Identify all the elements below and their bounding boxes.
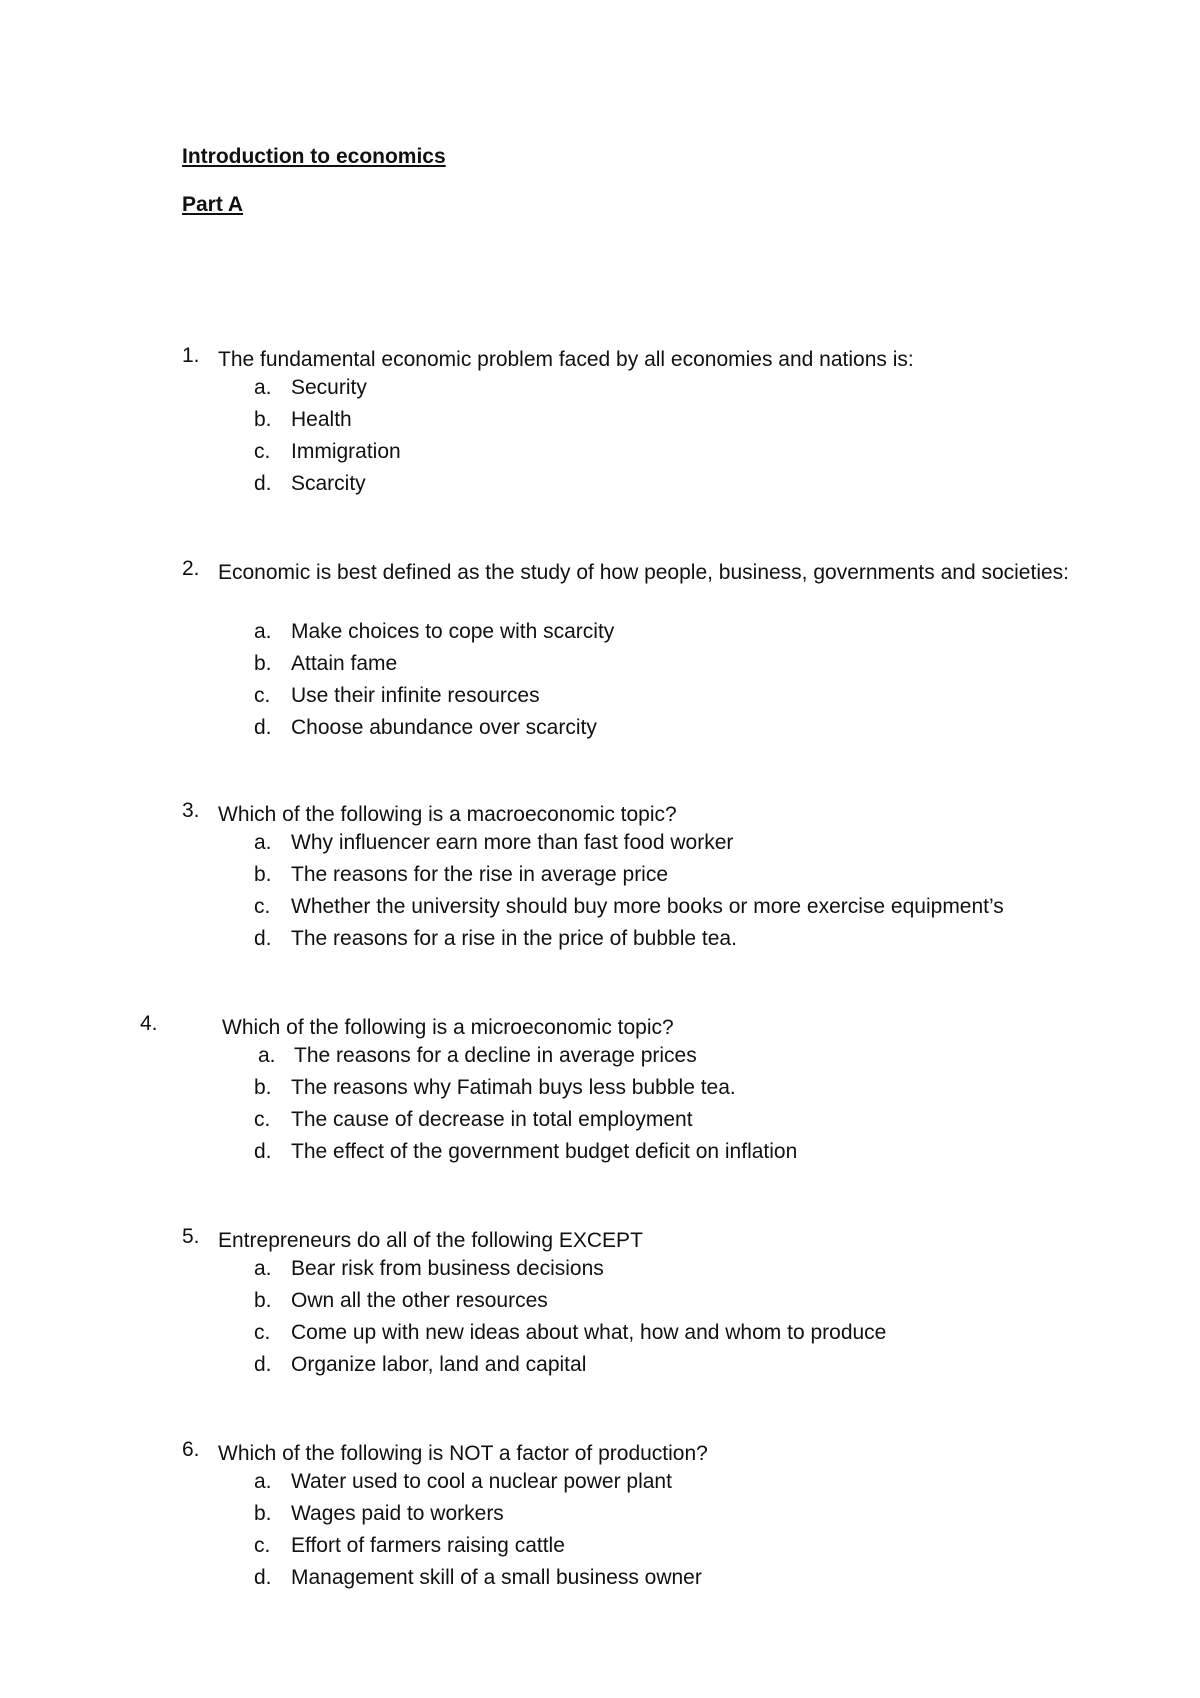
question-number: 6. [182,1438,200,1461]
option-text: Immigration [291,440,401,463]
option-d [0,1140,1200,1172]
option-c [0,1108,1200,1140]
option-text: Management skill of a small business owner [291,1566,702,1589]
option-d [0,716,1200,748]
option-letter: b. [254,863,272,886]
option-letter: d. [254,1566,272,1589]
option-list [0,620,1200,748]
option-letter: d. [254,927,272,950]
option-text: The cause of decrease in total employment [291,1108,693,1131]
question-4 [0,1012,1200,1172]
option-text: Come up with new ideas about what, how and whom to produce [291,1321,887,1344]
option-b [0,1502,1200,1534]
option-d [0,1353,1200,1385]
question-number: 3. [182,799,200,822]
option-text: Wages paid to workers [291,1502,504,1525]
question-text: Which of the following is NOT a factor of production? [218,1442,708,1465]
option-list [0,1257,1200,1385]
option-letter: d. [254,1353,272,1376]
question-text: Economic is best defined as the study of how people, business, governments and societies: [218,561,1069,584]
option-text: Choose abundance over scarcity [291,716,597,739]
option-list [0,1044,1200,1172]
question-number: 1. [182,344,200,367]
option-a [0,1044,1200,1076]
option-c [0,1321,1200,1353]
question-5 [0,1225,1200,1385]
option-d [0,1566,1200,1598]
option-d [0,472,1200,504]
question-number: 5. [182,1225,200,1248]
option-letter: c. [254,1534,271,1557]
option-list [0,1470,1200,1598]
option-text: The effect of the government budget deficit on inflation [291,1140,798,1163]
option-letter: b. [254,1076,272,1099]
option-text: Make choices to cope with scarcity [291,620,615,643]
option-text: Organize labor, land and capital [291,1353,587,1376]
question-3 [0,799,1200,959]
option-letter: c. [254,895,271,918]
question-text: The fundamental economic problem faced by all economies and nations is: [218,348,914,371]
question-text: Which of the following is a macroeconomic topic? [218,803,677,826]
option-text: The reasons for the rise in average price [291,863,669,886]
option-letter: a. [258,1044,276,1067]
option-text: Effort of farmers raising cattle [291,1534,565,1557]
option-letter: b. [254,1502,272,1525]
option-letter: b. [254,408,272,431]
option-letter: d. [254,472,272,495]
option-letter: a. [254,831,272,854]
option-text: Own all the other resources [291,1289,548,1312]
question-number: 2. [182,557,200,580]
option-a [0,376,1200,408]
option-text: Water used to cool a nuclear power plant [291,1470,672,1493]
question-text: Which of the following is a microeconomic topic? [222,1016,674,1039]
option-b [0,408,1200,440]
option-letter: b. [254,652,272,675]
option-text: Health [291,408,352,431]
option-text: Whether the university should buy more books or more exercise equipment’s [291,895,1004,918]
option-b [0,1289,1200,1321]
option-b [0,1076,1200,1108]
option-d [0,927,1200,959]
option-letter: a. [254,1470,272,1493]
option-text: The reasons for a rise in the price of bubble tea. [291,927,737,950]
option-text: Why influencer earn more than fast food worker [291,831,734,854]
option-letter: d. [254,716,272,739]
option-c [0,440,1200,472]
option-letter: a. [254,620,272,643]
question-text: Entrepreneurs do all of the following EXCEPT [218,1229,643,1252]
option-text: Use their infinite resources [291,684,540,707]
question-number: 4. [140,1012,158,1035]
option-text: Bear risk from business decisions [291,1257,604,1280]
option-text: The reasons for a decline in average prices [294,1044,697,1067]
question-6 [0,1438,1200,1598]
option-letter: c. [254,440,271,463]
option-letter: c. [254,684,271,707]
option-a [0,831,1200,863]
option-a [0,1470,1200,1502]
option-list [0,376,1200,504]
option-c [0,895,1200,927]
option-letter: d. [254,1140,272,1163]
option-letter: a. [254,1257,272,1280]
question-2 [0,557,1200,748]
option-b [0,863,1200,895]
question-1 [0,344,1200,504]
option-letter: b. [254,1289,272,1312]
option-b [0,652,1200,684]
option-c [0,684,1200,716]
option-text: Scarcity [291,472,366,495]
option-text: The reasons why Fatimah buys less bubble tea. [291,1076,736,1099]
option-text: Attain fame [291,652,398,675]
option-letter: c. [254,1321,271,1344]
option-list [0,831,1200,959]
option-a [0,620,1200,652]
option-c [0,1534,1200,1566]
option-letter: a. [254,376,272,399]
option-a [0,1257,1200,1289]
option-text: Security [291,376,367,399]
option-letter: c. [254,1108,271,1131]
part-heading: Part A [182,193,244,216]
document-title: Introduction to economics [182,145,446,168]
